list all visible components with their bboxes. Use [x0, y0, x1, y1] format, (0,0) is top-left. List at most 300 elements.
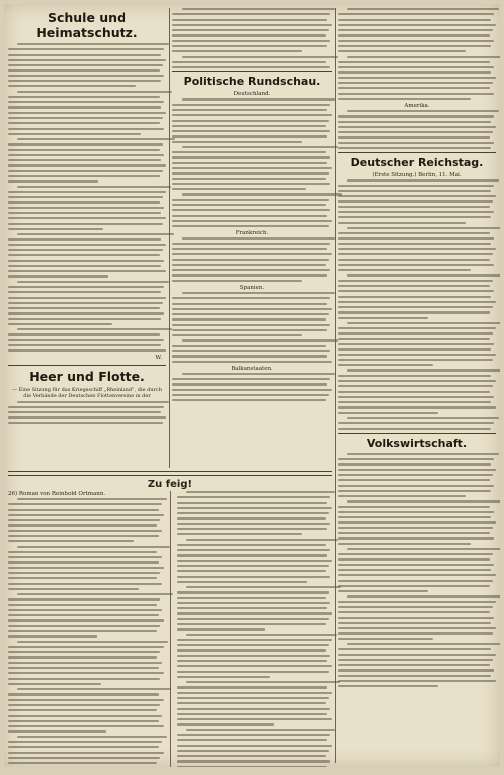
article-body: [8, 43, 166, 352]
text-line: [338, 206, 490, 208]
text-line: [186, 729, 335, 731]
text-line: [177, 644, 329, 646]
text-line: [338, 317, 428, 319]
text-line: [8, 519, 160, 521]
text-line: [177, 612, 333, 614]
text-line: [172, 318, 326, 320]
text-line: [172, 248, 327, 250]
text-line: [172, 204, 326, 206]
text-line: [17, 328, 172, 330]
feuilleton-column: [177, 491, 333, 767]
text-line: [8, 577, 157, 579]
text-line: [177, 581, 308, 583]
text-line: [172, 199, 329, 201]
text-line: [8, 48, 164, 50]
text-line: [182, 8, 336, 10]
text-line: [8, 604, 157, 606]
text-line: [172, 120, 329, 122]
article-body: [338, 453, 496, 688]
text-line: [8, 406, 164, 408]
article-title: Schule und Heimatschutz.: [36, 10, 138, 40]
text-line: [8, 318, 161, 320]
text-line: [8, 69, 160, 71]
newspaper-page: [4, 4, 500, 767]
text-line: [338, 511, 494, 513]
text-line: [8, 503, 162, 505]
text-line: [172, 383, 327, 385]
text-line: [347, 322, 500, 324]
text-line: [8, 302, 163, 304]
text-line: [17, 641, 168, 643]
text-line: [8, 80, 161, 82]
text-line: [17, 281, 169, 283]
text-line: [338, 406, 496, 408]
divider: [338, 152, 496, 153]
text-line: [172, 114, 332, 116]
article-body: [338, 179, 496, 429]
text-line: [172, 34, 326, 36]
text-line: [182, 237, 336, 239]
text-line: [172, 225, 329, 227]
text-line: [338, 664, 490, 666]
text-line: [8, 572, 160, 574]
text-line: [338, 327, 496, 329]
text-line: [338, 485, 494, 487]
text-line: [8, 619, 164, 621]
text-line: [338, 606, 493, 608]
column-rule: [335, 8, 336, 763]
text-line: [347, 453, 499, 455]
text-line: [347, 8, 499, 10]
text-line: [338, 61, 490, 63]
article-body: [338, 110, 496, 149]
text-line: [338, 380, 496, 382]
article-signature: W.: [155, 354, 162, 361]
text-line: [338, 590, 428, 592]
text-line: [172, 40, 330, 42]
text-line: [8, 164, 166, 166]
text-line: [338, 87, 490, 89]
text-line: [338, 396, 494, 398]
text-line: [338, 306, 493, 308]
text-line: [172, 264, 326, 266]
text-line: [8, 715, 162, 717]
text-line: [338, 564, 494, 566]
text-line: [338, 638, 433, 640]
text-line: [8, 323, 112, 325]
text-line: [8, 556, 162, 558]
text-line: [172, 334, 302, 336]
text-line: [177, 718, 333, 720]
column-3: [338, 8, 496, 690]
text-line: [177, 755, 326, 757]
text-line: [8, 275, 108, 277]
text-line: [172, 389, 332, 391]
text-line: [8, 656, 157, 658]
text-line: [8, 64, 163, 66]
text-line: [172, 274, 327, 276]
text-line: [177, 660, 328, 662]
text-line: [172, 361, 332, 363]
text-line: [8, 349, 166, 351]
text-line: [338, 185, 494, 187]
text-line: [8, 333, 160, 335]
text-line: [172, 253, 332, 255]
text-line: [347, 179, 499, 181]
article-lead: — Eine Sitzung für das Kriegsschiff „Rheinland“, die durch die Verbände der Deutschen Flottenvereine in der: [12, 386, 162, 399]
text-line: [186, 491, 335, 493]
text-line: [338, 280, 493, 282]
text-line: [177, 713, 328, 715]
text-line: [177, 686, 328, 688]
text-line: [338, 290, 494, 292]
text-line: [338, 200, 493, 202]
text-line: [338, 474, 493, 476]
text-line: [8, 752, 164, 754]
text-line: [8, 212, 161, 214]
text-line: [177, 676, 270, 678]
text-line: [177, 554, 328, 556]
text-line: [8, 693, 159, 695]
text-line: [338, 66, 494, 68]
text-line: [177, 723, 275, 725]
text-line: [347, 56, 500, 58]
text-line: [177, 708, 331, 710]
text-line: [17, 688, 171, 690]
text-line: [338, 348, 491, 350]
text-line: [338, 237, 494, 239]
text-line: [8, 609, 162, 611]
text-line: [177, 507, 333, 509]
text-line: [338, 659, 493, 661]
article-body: [172, 98, 332, 227]
text-line: [338, 685, 438, 687]
text-line: [338, 115, 494, 117]
text-line: [8, 551, 157, 553]
article-body: [177, 491, 333, 767]
text-line: [338, 537, 494, 539]
text-line: [338, 359, 493, 361]
text-line: [8, 339, 164, 341]
article-title: Heer und Flotte.: [29, 368, 145, 384]
text-line: [172, 162, 327, 164]
text-line: [8, 159, 161, 161]
text-line: [338, 364, 433, 366]
text-line: [177, 655, 331, 657]
text-line: [172, 350, 330, 352]
text-line: [338, 50, 466, 52]
text-line: [338, 611, 490, 613]
text-line: [182, 146, 339, 148]
text-line: [338, 569, 491, 571]
text-line: [338, 269, 471, 271]
text-line: [172, 66, 330, 68]
text-line: [338, 654, 496, 656]
text-line: [172, 45, 327, 47]
text-line: [8, 270, 166, 272]
text-line: [347, 227, 500, 229]
text-line: [8, 101, 164, 103]
country-heading: Balkanstaaten.: [231, 365, 273, 372]
text-line: [17, 186, 170, 188]
text-line: [8, 741, 162, 743]
text-line: [8, 524, 157, 526]
article-body: [172, 237, 332, 281]
text-line: [172, 172, 329, 174]
text-line: [338, 243, 491, 245]
section-title: Politische Rundschau.: [183, 75, 321, 89]
text-line: [172, 151, 326, 153]
text-line: [8, 583, 162, 585]
text-line: [8, 509, 159, 511]
text-line: [172, 313, 329, 315]
text-line: [338, 543, 471, 545]
article-body: [172, 8, 332, 68]
text-line: [182, 98, 336, 100]
text-line: [338, 222, 466, 224]
text-line: [172, 324, 330, 326]
text-line: [8, 720, 159, 722]
section-title: Volkswirtschaft.: [366, 436, 468, 450]
text-line: [8, 207, 164, 209]
country-heading: Frankreich.: [235, 230, 269, 237]
text-line: [338, 142, 494, 144]
text-line: [182, 339, 339, 341]
text-line: [338, 45, 491, 47]
text-line: [8, 725, 164, 727]
text-line: [8, 59, 166, 61]
text-line: [17, 546, 169, 548]
text-line: [8, 291, 161, 293]
text-line: [8, 191, 166, 193]
text-line: [8, 75, 164, 77]
text-line: [172, 303, 327, 305]
text-line: [8, 598, 160, 600]
text-line: [186, 539, 338, 541]
text-line: [8, 662, 162, 664]
text-line: [172, 156, 330, 158]
text-line: [347, 643, 500, 645]
column-1: [8, 8, 166, 427]
text-line: [338, 627, 496, 629]
text-line: [338, 622, 491, 624]
feuilleton-byline: [8, 491, 164, 498]
text-line: [172, 13, 330, 15]
text-line: [338, 553, 493, 555]
text-line: [8, 757, 160, 759]
text-line: [338, 301, 496, 303]
feuilleton-divider: [8, 471, 332, 476]
text-line: [177, 517, 326, 519]
text-line: [172, 29, 329, 31]
text-line: [182, 193, 342, 195]
text-line: [8, 297, 166, 299]
text-line: [338, 126, 496, 128]
text-line: [8, 170, 163, 172]
text-line: [172, 188, 306, 190]
text-line: [8, 106, 161, 108]
text-line: [8, 133, 141, 135]
text-line: [338, 617, 494, 619]
text-line: [17, 233, 173, 235]
text-line: [182, 56, 339, 58]
text-line: [8, 244, 166, 246]
text-line: [172, 280, 302, 282]
text-line: [8, 635, 97, 637]
text-line: [172, 61, 326, 63]
text-line: [338, 24, 496, 26]
feuilleton: [8, 468, 332, 767]
text-line: [338, 259, 490, 261]
text-line: [177, 702, 326, 704]
article-body: [172, 373, 332, 402]
text-line: [8, 540, 134, 542]
text-line: [338, 422, 494, 424]
text-line: [17, 91, 172, 93]
text-line: [8, 730, 106, 732]
text-line: [338, 253, 493, 255]
text-line: [172, 178, 326, 180]
text-line: [8, 344, 161, 346]
text-line: [172, 269, 330, 271]
text-line: [8, 54, 161, 56]
text-line: [8, 217, 166, 219]
text-line: [338, 574, 496, 576]
text-line: [8, 416, 166, 418]
text-line: [338, 585, 490, 587]
text-line: [338, 98, 471, 100]
divider: [172, 71, 332, 72]
text-line: [8, 630, 157, 632]
text-line: [338, 29, 493, 31]
text-line: [177, 607, 328, 609]
text-line: [8, 530, 162, 532]
text-line: [177, 533, 303, 535]
text-line: [17, 736, 166, 738]
text-line: [177, 602, 331, 604]
text-line: [8, 112, 166, 114]
text-line: [8, 667, 159, 669]
text-line: [17, 138, 175, 140]
column-2: [172, 8, 332, 405]
text-line: [182, 292, 336, 294]
text-line: [17, 43, 169, 45]
text-line: [338, 580, 493, 582]
text-line: [177, 623, 326, 625]
text-line: [338, 93, 494, 95]
text-line: [8, 588, 139, 590]
text-line: [177, 576, 331, 578]
text-line: [186, 634, 337, 636]
text-line: [347, 595, 500, 597]
text-line: [8, 260, 164, 262]
text-line: [8, 699, 164, 701]
text-line: [338, 40, 494, 42]
text-line: [172, 104, 330, 106]
text-line: [17, 498, 166, 500]
text-line: [8, 196, 163, 198]
text-line: [338, 601, 496, 603]
article-body: [338, 8, 496, 100]
text-line: [186, 586, 342, 588]
text-line: [177, 570, 326, 572]
article-body: [8, 498, 164, 767]
text-line: [8, 709, 157, 711]
text-line: [338, 131, 493, 133]
text-line: [172, 220, 332, 222]
text-line: [8, 149, 160, 151]
text-line: [172, 130, 330, 132]
text-line: [8, 678, 160, 680]
text-line: [177, 750, 329, 752]
dateline: (Erste Sitzung.) Berlin, 11. Mai.: [372, 172, 462, 179]
text-line: [347, 110, 499, 112]
text-line: [338, 558, 490, 560]
text-line: [338, 147, 491, 149]
author-byline: Roman von Reinhold Ortmann.: [18, 491, 106, 497]
text-line: [177, 591, 329, 593]
text-line: [347, 417, 499, 419]
text-line: [8, 762, 157, 764]
text-line: [8, 238, 161, 240]
column-rule: [170, 491, 171, 767]
text-line: [177, 565, 329, 567]
text-line: [172, 125, 326, 127]
text-line: [338, 490, 491, 492]
text-line: [338, 521, 496, 523]
text-line: [8, 514, 164, 516]
text-line: [8, 128, 164, 130]
text-line: [8, 85, 136, 87]
country-heading: Amerika.: [404, 103, 430, 110]
text-line: [8, 535, 159, 537]
text-line: [8, 228, 103, 230]
text-line: [8, 625, 160, 627]
text-line: [172, 19, 327, 21]
text-line: [338, 516, 491, 518]
text-line: [177, 628, 266, 630]
text-line: [8, 154, 164, 156]
text-line: [347, 369, 500, 371]
text-line: [8, 422, 163, 424]
text-line: [177, 745, 333, 747]
text-line: [338, 495, 466, 497]
text-line: [338, 296, 491, 298]
text-line: [172, 399, 326, 401]
text-line: [338, 401, 491, 403]
text-line: [172, 141, 302, 143]
text-line: [338, 412, 438, 414]
text-line: [8, 614, 159, 616]
text-line: [172, 50, 302, 52]
text-line: [8, 704, 160, 706]
text-line: [338, 264, 494, 266]
text-line: [8, 646, 164, 648]
text-line: [8, 117, 163, 119]
divider: [8, 365, 166, 366]
text-line: [338, 375, 491, 377]
text-line: [338, 13, 494, 15]
text-line: [177, 739, 328, 741]
text-line: [338, 391, 490, 393]
text-line: [338, 211, 494, 213]
text-line: [177, 528, 328, 530]
text-line: [338, 354, 496, 356]
text-line: [8, 567, 164, 569]
text-line: [172, 209, 330, 211]
text-line: [8, 411, 161, 413]
text-line: [177, 502, 328, 504]
